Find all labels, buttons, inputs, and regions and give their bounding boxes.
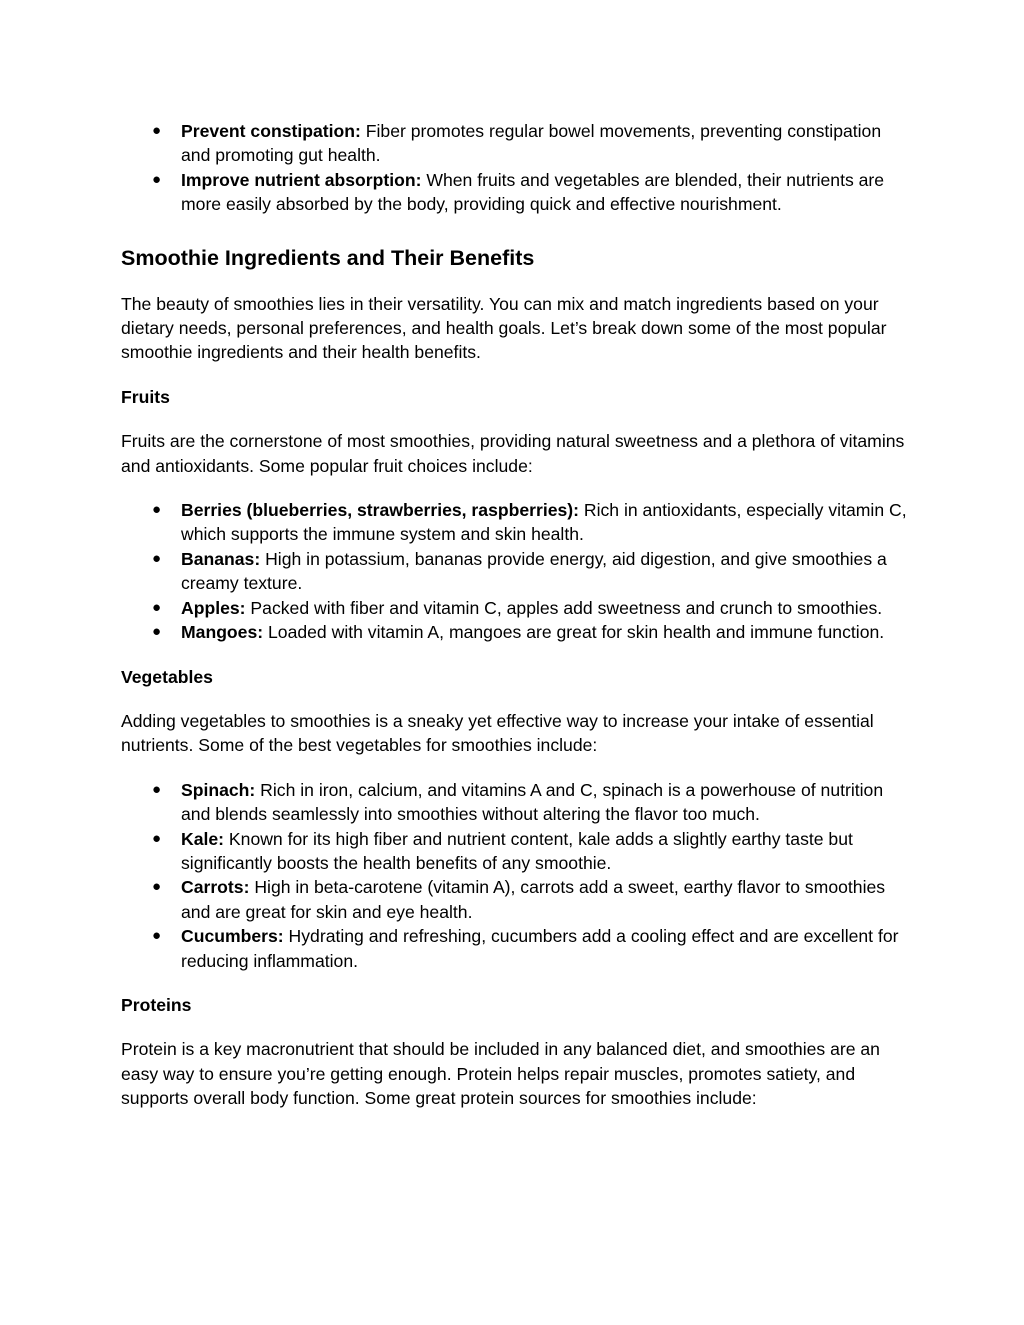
bullet-icon: ● [152, 780, 162, 798]
proteins-intro-paragraph: Protein is a key macronutrient that should be included in any balanced diet, and smoothies are an easy way to ensure you’re getting enough. Protein helps repair muscles, promotes satiety, and supports overall body function. Some great protein sources for smoothies include: [121, 1039, 880, 1109]
list-item-term: Spinach: [181, 779, 256, 800]
fruits-list [121, 498, 911, 644]
list-item-term: Cucumbers: [181, 926, 284, 947]
list-item-term: Bananas: [181, 548, 261, 569]
list-item-term: Prevent constipation: [181, 121, 361, 141]
list-item-term: Berries (blueberries, strawberries, raspberries): [181, 500, 579, 521]
list-item [121, 119, 911, 168]
vegetables-heading: Vegetables [121, 666, 213, 687]
document-page [121, 119, 911, 1111]
list-item-text: Rich in iron, calcium, and vitamins A and C, spinach is a powerhouse of nutrition and blends seamlessly into smoothies without altering the flavor too much. [181, 779, 884, 825]
bullet-icon: ● [152, 878, 162, 896]
vegetables-list [121, 778, 911, 973]
list-item [121, 547, 911, 596]
list-item-text: High in beta-carotene (vitamin A), carrots add a sweet, earthy flavor to smoothies and are great for skin and eye health. [181, 877, 886, 922]
bullet-icon: ● [152, 122, 162, 139]
bullet-icon: ● [152, 927, 162, 945]
list-item [121, 596, 911, 620]
list-item [121, 924, 911, 973]
list-item-text: When fruits and vegetables are blended, their nutrients are more easily absorbed by the body, providing quick and effective nourishment. [181, 169, 885, 215]
list-item-text: Known for its high fiber and nutrient content, kale adds a slightly earthy taste but significantly boosts the health benefits of any smoothie. [181, 828, 853, 873]
section-heading: Smoothie Ingredients and Their Benefits [121, 245, 535, 270]
bullet-icon: ● [152, 598, 162, 616]
list-item [121, 168, 911, 217]
fruits-heading: Fruits [121, 386, 170, 407]
intro-bullet-list [121, 119, 911, 217]
list-item [121, 827, 911, 876]
list-item-text: Loaded with vitamin A, mangoes are great for skin health and immune function. [263, 622, 885, 643]
list-item-text: Fiber promotes regular bowel movements, preventing constipation and promoting gut health. [181, 121, 882, 166]
list-item-term: Kale: [181, 828, 225, 849]
list-item-text: Rich in antioxidants, especially vitamin C, which supports the immune system and skin health. [181, 500, 907, 545]
bullet-icon: ● [152, 829, 162, 847]
list-item [121, 498, 911, 547]
bullet-icon: ● [152, 623, 162, 641]
list-item-term: Apples: [181, 597, 246, 618]
list-item [121, 875, 911, 924]
list-item-term: Carrots: [181, 877, 250, 898]
list-item [121, 778, 911, 827]
fruits-intro-paragraph: Fruits are the cornerstone of most smoothies, providing natural sweetness and a plethora of vitamins and antioxidants. Some popular fruit choices include: [121, 431, 905, 476]
proteins-heading: Proteins [121, 994, 192, 1015]
vegetables-intro-paragraph: Adding vegetables to smoothies is a sneaky yet effective way to increase your intake of essential nutrients. Some of the best vegetables for smoothies include: [121, 710, 874, 756]
list-item-term: Mangoes: [181, 622, 264, 643]
bullet-icon: ● [152, 549, 162, 567]
list-item [121, 620, 911, 644]
bullet-icon: ● [152, 501, 162, 519]
section-intro-paragraph: The beauty of smoothies lies in their versatility. You can mix and match ingredients based on your dietary needs, personal preferences, and health goals. Let’s break down some of the most popular smoothie ingredients and their health benefits. [121, 293, 887, 363]
list-item-term: Improve nutrient absorption: [181, 169, 422, 190]
list-item-text: Packed with fiber and vitamin C, apples add sweetness and crunch to smoothies. [245, 597, 883, 618]
bullet-icon: ● [152, 170, 162, 188]
list-item-text: High in potassium, bananas provide energy, aid digestion, and give smoothies a creamy texture. [181, 548, 887, 594]
list-item-text: Hydrating and refreshing, cucumbers add a cooling effect and are excellent for reducing inflammation. [181, 926, 899, 971]
